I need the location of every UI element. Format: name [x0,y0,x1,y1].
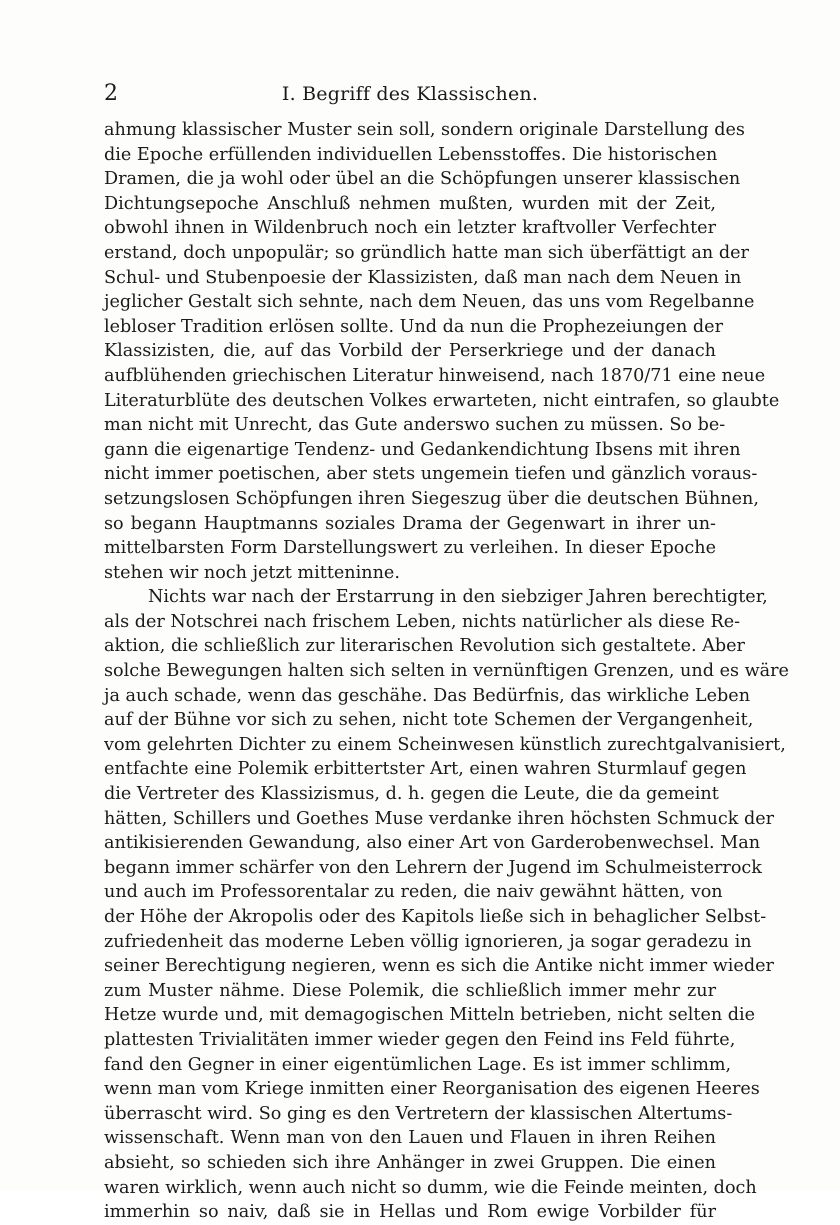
text-line: wenn man vom Kriege inmitten einer Reorganisation des eigenen Heeres [104,1079,760,1100]
text-line: seiner Berechtigung negieren, wenn es sich die Antike nicht immer wieder [104,956,774,977]
text-line: nicht immer poetischen, aber stets ungemein tiefen und gänzlich voraus- [104,464,758,485]
page-number: 2 [104,81,118,106]
text-line: immerhin so naiv, daß sie in Hellas und Rom ewige Vorbilder für [104,1202,716,1223]
text-line: Dichtungsepoche Anschluß nehmen mußten, wurden mit der Zeit, [104,193,716,214]
paragraph-first-line: Nichts war nach der Erstarrung in den siebziger Jahren berechtigter, [148,587,768,608]
text-line: Dramen, die ja wohl oder übel an die Schöpfungen unserer klassischen [104,169,741,190]
text-line: man nicht mit Unrecht, das Gute anderswo suchen zu müssen. So be- [104,415,726,436]
text-line: hätten, Schillers und Goethes Muse verdanke ihren höchsten Schmuck der [104,808,775,829]
text-line: Hetze wurde und, mit demagogischen Mitteln betrieben, nicht selten die [104,1005,756,1026]
text-line: antikisierenden Gewandung, also einer Art von Garderobenwechsel. Man [104,833,761,854]
running-head-title: I. Begriff des Klassischen. [281,83,539,105]
text-line: die Vertreter des Klassizismus, d. h. gegen die Leute, die da gemeint [104,784,719,805]
text-line: gann die eigenartige Tendenz- und Gedankendichtung Ibsens mit ihren [104,439,741,460]
text-line: zum Muster nähme. Diese Polemik, die schließlich immer mehr zur [104,980,716,1001]
text-line: ahmung klassischer Muster sein soll, sondern originale Darstellung des [104,120,745,140]
text-line: fand den Gegner in einer eigentümlichen Lage. Es ist immer schlimm, [104,1054,732,1075]
text-line: waren wirklich, wenn auch nicht so dumm, wie die Feinde meinten, doch [104,1177,757,1198]
text-line: aktion, die schließlich zur literarischen Revolution sich gestaltete. Aber [104,636,745,657]
text-line: plattesten Trivialitäten immer wieder gegen den Feind ins Feld führte, [104,1029,736,1050]
paragraph-last-line: stehen wir noch jetzt mitteninne. [104,562,400,583]
text-line: auf der Bühne vor sich zu sehen, nicht tote Schemen der Vergangenheit, [104,710,754,731]
text-line: ja auch schade, wenn das geschähe. Das Bedürfnis, das wirkliche Leben [104,685,751,706]
text-line: Literaturblüte des deutschen Volkes erwarteten, nicht eintrafen, so glaubte [104,390,780,411]
text-line: so begann Hauptmanns soziales Drama der Gegenwart in ihrer un- [104,513,716,534]
text-line: Klassizisten, die, auf das Vorbild der Perserkriege und der danach [104,341,716,362]
text-line: wissenschaft. Wenn man von den Lauen und Flauen in ihren Reihen [104,1128,716,1149]
text-line: Schul- und Stubenpoesie der Klassizisten, daß man nach dem Neuen in [104,267,742,288]
text-line: zufriedenheit das moderne Leben völlig ignorieren, ja sogar geradezu in [104,931,752,952]
text-line: mittelbarsten Form Darstellungswert zu verleihen. In dieser Epoche [104,538,716,559]
text-line: jeglicher Gestalt sich sehnte, nach dem Neuen, das uns vom Regelbanne [104,292,755,313]
text-line: aufblühenden griechischen Literatur hinweisend, nach 1870/71 eine neue [104,365,766,386]
text-line: lebloser Tradition erlösen sollte. Und da nun die Prophezeiungen der [104,316,723,337]
text-line: überrascht wird. So ging es den Vertretern der klassischen Altertums- [104,1103,733,1124]
text-line: erstand, doch unpopulär; so gründlich hatte man sich überfättigt an der [104,242,749,263]
text-line: der Höhe der Akropolis oder des Kapitols ließe sich in behaglicher Selbst- [104,907,767,927]
text-line: und auch im Professorentalar zu reden, die naiv gewähnt hätten, von [104,882,723,903]
text-line: entfachte eine Polemik erbittertster Art, einen wahren Sturmlauf gegen [104,759,747,780]
running-head [104,78,716,110]
text-line: die Epoche erfüllenden individuellen Lebensstoffes. Die historischen [104,144,718,165]
text-line: vom gelehrten Dichter zu einem Scheinwesen künstlich zurechtgalvanisiert, [104,734,786,755]
text-line: setzungslosen Schöpfungen ihren Siegeszug über die deutschen Bühnen, [104,488,759,509]
text-line: obwohl ihnen in Wildenbruch noch ein letzter kraftvoller Verfechter [104,218,716,239]
text-line: absieht, so schieden sich ihre Anhänger in zwei Gruppen. Die einen [104,1152,716,1173]
text-line: begann immer schärfer von den Lehrern der Jugend im Schulmeisterrock [104,857,762,878]
text-line: als der Notschrei nach frischem Leben, nichts natürlicher als diese Re- [104,611,741,632]
body-text [104,118,789,1225]
text-line: solche Bewegungen halten sich selten in vernünftigen Grenzen, und es wäre [104,661,789,682]
